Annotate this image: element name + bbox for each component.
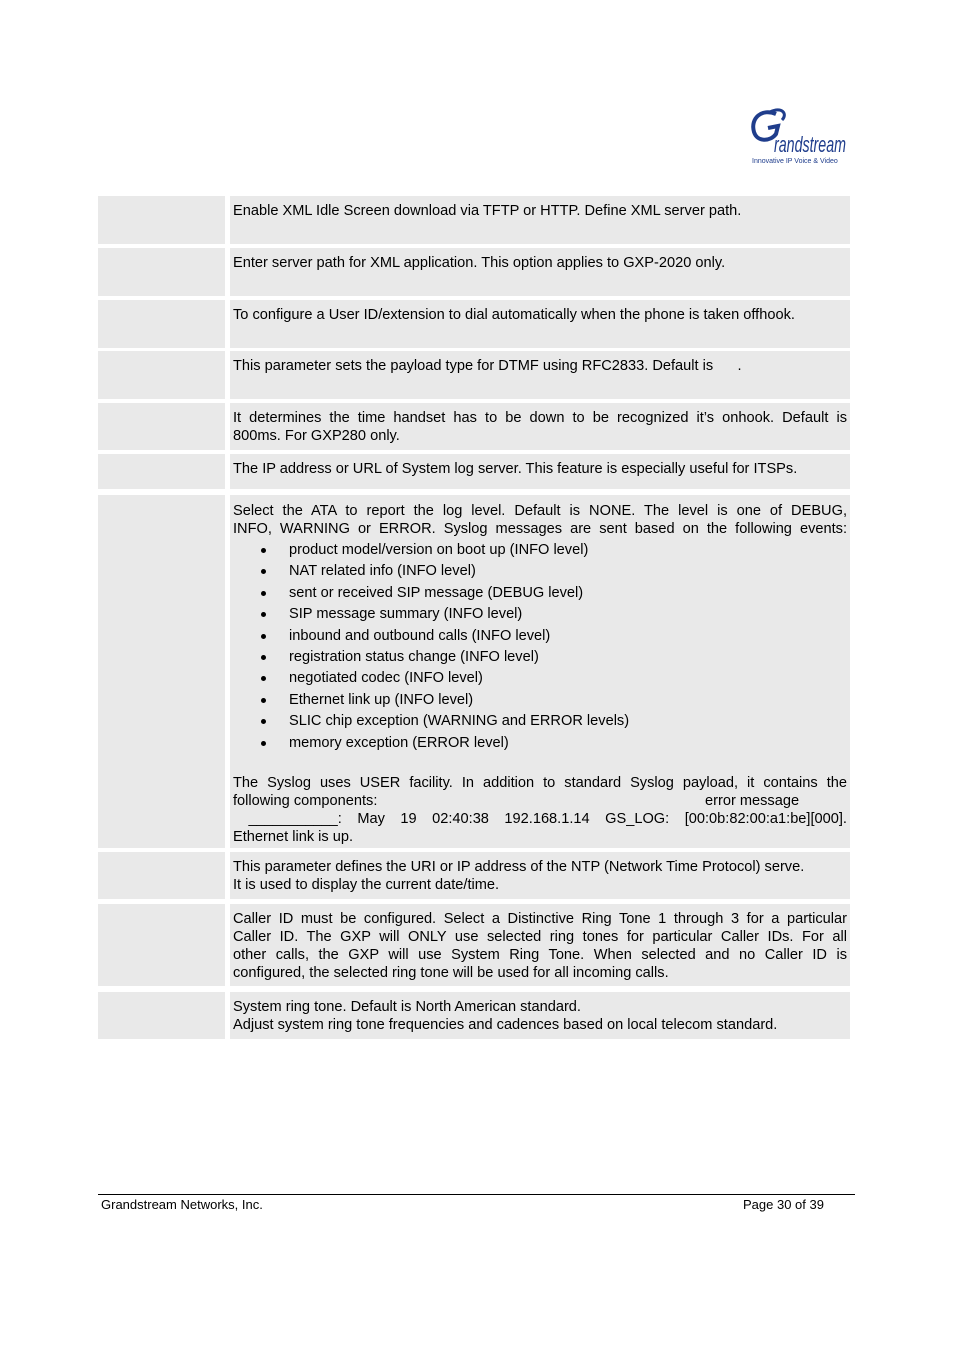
list-item: sent or received SIP message (DEBUG level) xyxy=(233,583,847,604)
parameter-name-cell xyxy=(98,300,225,348)
list-item: SLIC chip exception (WARNING and ERROR levels) xyxy=(233,711,847,732)
table-row xyxy=(98,403,850,450)
parameter-name-cell xyxy=(98,248,225,296)
list-item: inbound and outbound calls (INFO level) xyxy=(233,626,847,647)
parameter-name-cell xyxy=(98,196,225,244)
parameter-name-cell xyxy=(98,852,225,899)
list-item: registration status change (INFO level) xyxy=(233,647,847,668)
parameter-description: It determines the time handset has to be down to be recognized it’s onhook. Default is 800ms. For GXP280 only. xyxy=(230,403,850,450)
parameter-description: The IP address or URL of System log server. This feature is especially useful for ITSPs. xyxy=(230,454,850,489)
footer-company: Grandstream Networks, Inc. xyxy=(101,1197,263,1212)
parameter-name-cell xyxy=(98,992,225,1039)
parameter-name-cell xyxy=(98,454,225,489)
table-row xyxy=(98,992,850,1039)
table-row xyxy=(98,904,850,986)
list-item: NAT related info (INFO level) xyxy=(233,561,847,582)
svg-text:randstream: randstream xyxy=(774,132,846,157)
parameter-description: Caller ID must be configured. Select a Distinctive Ring Tone 1 through 3 for a particular Caller ID. The GXP will ONLY use selected ring tones for particular Caller IDs. For all other calls, the GXP will use System Ring Tone. When selected and no Caller ID is configured, the selected ring tone will be used for all incoming calls. xyxy=(230,904,850,986)
parameter-description: This parameter defines the URI or IP address of the NTP (Network Time Protocol) serve. It is used to display the current date/time. xyxy=(230,852,850,899)
parameter-description: Select the ATA to report the log level. Default is NONE. The level is one of DEBUG, INFO, WARNING or ERROR. Syslog messages are sent based on the following events: product model/version on boot up (INFO level) NAT related info (INFO level) sent or received SIP message (DEBUG level) SIP message summary (INFO level) inbound and outbound calls (INFO level) registration status change (INFO level) negotiated codec (INFO level) Ethernet link up (INFO level) SLIC chip exception (WARNING and ERROR levels) memory exception (ERROR level) The Syslog uses USER facility. In addition to standard Syslog payload, it contains the following components: error message ___________: May 19 02:40:38 192.168.1.14 GS_LOG: [00:0b:82:00:a1:be][000]. Ethernet link is up. xyxy=(230,495,850,848)
syslog-events-list xyxy=(233,540,847,754)
table-row xyxy=(98,454,850,489)
list-item: negotiated codec (INFO level) xyxy=(233,668,847,689)
table-row xyxy=(98,351,850,399)
table-row xyxy=(98,300,850,348)
table-row xyxy=(98,495,850,848)
parameter-description: Enable XML Idle Screen download via TFTP or HTTP. Define XML server path. xyxy=(230,196,850,244)
page-number: Page 30 of 39 xyxy=(743,1197,824,1212)
parameter-name-cell xyxy=(98,495,225,848)
parameter-description: To configure a User ID/extension to dial automatically when the phone is taken offhook. xyxy=(230,300,850,348)
list-item: Ethernet link up (INFO level) xyxy=(233,690,847,711)
logo-tagline: Innovative IP Voice & Video xyxy=(752,158,838,165)
grandstream-logo xyxy=(748,106,850,166)
list-item: memory exception (ERROR level) xyxy=(233,733,847,754)
footer-divider xyxy=(98,1194,855,1195)
parameter-description: Enter server path for XML application. This option applies to GXP-2020 only. xyxy=(230,248,850,296)
table-row xyxy=(98,196,850,244)
table-row xyxy=(98,852,850,899)
parameter-name-cell xyxy=(98,351,225,399)
parameter-name-cell xyxy=(98,904,225,986)
parameter-name-cell xyxy=(98,403,225,450)
list-item: SIP message summary (INFO level) xyxy=(233,604,847,625)
parameter-description: This parameter sets the payload type for DTMF using RFC2833. Default is . xyxy=(230,351,850,399)
parameter-description: System ring tone. Default is North American standard. Adjust system ring tone frequencies and cadences based on local telecom standard. xyxy=(230,992,850,1039)
list-item: product model/version on boot up (INFO level) xyxy=(233,540,847,561)
table-row xyxy=(98,248,850,296)
